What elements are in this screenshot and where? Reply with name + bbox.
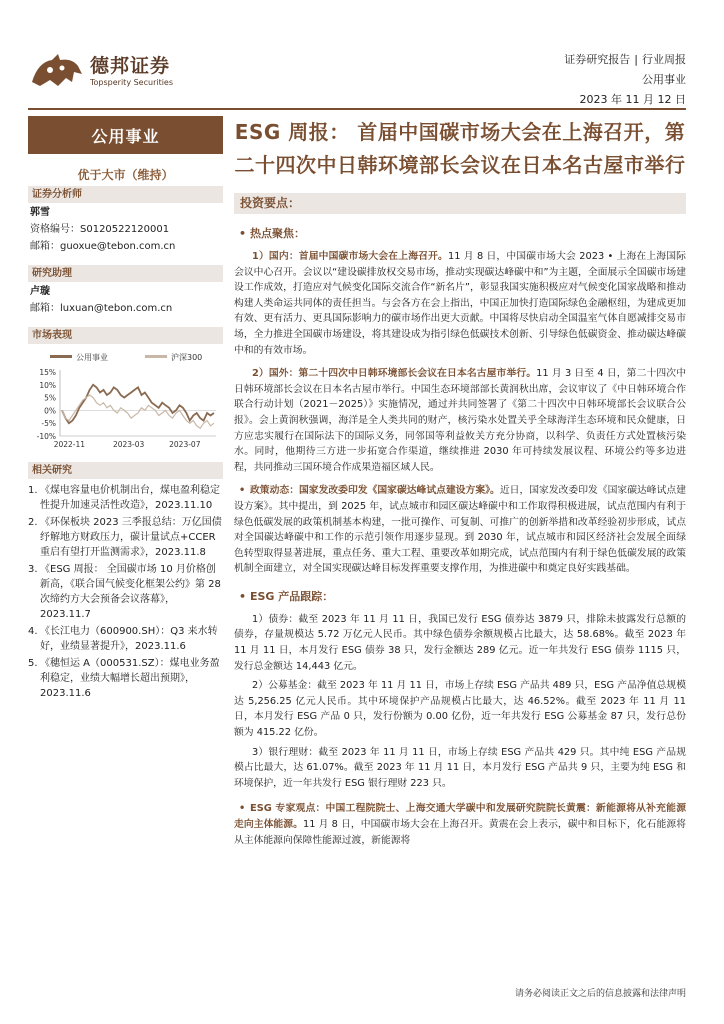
related-heading: 相关研究	[28, 462, 223, 479]
para-domestic	[234, 249, 686, 358]
assistant-name: 卢璇	[30, 286, 50, 297]
legend-label: 公用事业	[76, 353, 108, 362]
main-content	[234, 116, 686, 848]
x-tick-label: 2023-03	[112, 440, 145, 449]
para-domestic-body: 11 月 8 日，中国碳市场大会 2023 • 上海在上海国际会议中心召开。会议以“建设碳排放权交易市场，推动实现碳达峰碳中和”为主题，全面展示全国碳市场建设工作成效，打造应对气候变化国际交流合作“新名片”，彰显我国实施积极应对气候变化国家战略和推动构建人类命运共同体的责任担当。与会各方在会上指出，中国正加快打造国际绿色金融枢纽，为建成更加有效、更有活力、更具国际影响力的碳市场作出更大贡献。中国将尽快启动全国温室气体自愿减排交易市场，全力推进全国碳市场建设，将其建设成为指引绿色低碳技术创新、引导绿色低碳资金、推动碳达峰碳中和的有效市场。	[234, 251, 686, 356]
related-item[interactable]: 4. 《长江电力（600900.SH）：Q3 来水转好，业绩显著提升》，2023.11.6	[28, 626, 218, 652]
market-chart-svg	[28, 344, 223, 454]
para-expert-body: 11 月 8 日，中国碳市场大会在上海召开。黄震在会上表示，碳中和目标下，化石能源将从主体能源向保障性能源过渡，新能源将	[234, 819, 686, 846]
x-tick-label: 2022-11	[53, 440, 86, 449]
para-policy	[234, 483, 686, 577]
para-esg-wealth: 3）银行理财：截至 2023 年 11 月 11 日，市场上存续 ESG 产品共 429 只。其中纯 ESG 产品规模占比最大，达 61.07%。截至 2023 年 11 月 11 日，本月发行 ESG 产品共 9 只，主要为纯 ESG 和环境保护，近一年共发行 ESG 银行理财 223 只。	[234, 746, 686, 789]
rating: 优于大市（维持）	[77, 168, 174, 182]
y-tick-label: 5%	[44, 393, 56, 403]
header-divider	[28, 108, 686, 110]
y-tick-label: -5%	[41, 419, 56, 429]
para-domestic-head: 1）国内：首届中国碳市场大会在上海召开。	[252, 251, 448, 262]
legend-label: 沪深300	[171, 353, 203, 362]
bullet-icon: •	[239, 589, 247, 603]
para-expert	[234, 801, 686, 848]
related-item[interactable]: 1. 《煤电容量电价机制出台，煤电盈利稳定性提升加速灵活性改造》，2023.11.10	[28, 485, 220, 511]
series-line-utilities	[62, 385, 214, 423]
analyst-heading: 证券分析师	[28, 186, 223, 203]
hot-heading: • 热点聚焦：	[234, 226, 686, 241]
y-tick-label: 0%	[44, 406, 56, 416]
related-list	[28, 483, 223, 701]
logo-name-en: Topsperity Securities	[90, 77, 174, 87]
left-sidebar	[28, 116, 223, 703]
para-policy-body: 近日，国家发改委印发《国家碳达峰试点建设方案》。其中提出，到 2025 年，试点城市和园区碳达峰碳中和工作取得积极进展，试点范围内有利于绿色低碳发展的政策机制基本构建，一批可操作、可复制、可推广的创新举措和改革经验初步形成，试点对全国碳达峰碳中和工作的示范引领作用逐步显现。到 2030 年，试点城市和园区经济社会发展全面绿色转型取得显著进展，重点任务、重大工程、重要改革如期完成，试点范围内有利于绿色低碳发展的政策机制全面建立，对全国实现碳达峰目标发挥重要支撑作用，为推进碳中和奠定良好实践基础。	[234, 485, 686, 575]
legend-swatch	[50, 355, 72, 358]
company-logo	[28, 52, 173, 90]
related-item[interactable]: 3. 《ESG 周报： 全国碳市场 10 月价格创新高，《联合国气候变化框架公约》第 28 次缔约方大会预备会议落幕》，2023.11.7	[28, 564, 221, 620]
assistant-email[interactable]: 邮箱：luxuan@tebon.com.cn	[30, 303, 173, 314]
bullet-icon: •	[239, 227, 247, 240]
para-foreign	[234, 366, 686, 475]
para-expert-head: ESG 专家观点：中国工程院院士、上海交通大学碳中和发展研究院院长黄震：新能源将从补充能源走向主体能源。	[234, 803, 686, 830]
para-policy-head: 政策动态：国家发改委印发《国家碳达峰试点建设方案》。	[250, 485, 500, 497]
report-meta	[564, 50, 686, 110]
y-tick-label: -10%	[36, 432, 56, 441]
assistant-heading: 研究助理	[28, 265, 223, 282]
para-esg-funds: 2）公募基金：截至 2023 年 11 月 11 日，市场上存续 ESG 产品共 489 只，ESG 产品净值总规模达 5,256.25 亿元人民币。其中环境保护产品规模占比最大，达 46.52%。截至 2023 年 11 月 11 日，本月发行 ESG 产品 0 只，发行份额为 0.00 亿份，近一年共发行 ESG 公募基金 87 只，发行总份额为 415.22 亿份。	[234, 680, 686, 739]
y-tick-label: 15%	[39, 368, 56, 377]
para-foreign-head: 2）国外：第二十四次中日韩环境部长会议在日本名古屋市举行。	[252, 368, 537, 380]
x-tick-label: 2023-07	[169, 440, 201, 449]
report-category: 行业周报	[642, 53, 686, 66]
report-sector: 公用事业	[642, 73, 686, 86]
para-esg-bonds: 1）债券：截至 2023 年 11 月 11 日，我国已发行 ESG 债券达 3879 只，排除未披露发行总额的债券，存量规模达 5.72 万亿元人民币。其中绿色债券余额规模占比最大，达 58.68%。截至 2023 年 11 月 11 日，本月发行 ESG 债券 38 只，发行金额达 289 亿元。近一年共发行 ESG 债券 1115 只，发行总金额达 14,443 亿元。	[234, 613, 686, 672]
report-date: 2023 年 11 月 12 日	[579, 93, 686, 106]
separator: |	[634, 53, 638, 66]
report-type: 证券研究报告	[564, 53, 631, 66]
analyst-name: 郭雪	[30, 207, 50, 218]
analyst-cert: 资格编号：S0120522120001	[30, 224, 170, 235]
y-tick-label: 10%	[39, 380, 56, 390]
footer-disclaimer: 请务必阅读正文之后的信息披露和法律声明	[514, 989, 686, 999]
legend-swatch	[145, 355, 167, 358]
industry-label: 公用事业	[28, 116, 223, 154]
bullet-icon: •	[239, 803, 246, 815]
esg-heading: • ESG 产品跟踪：	[234, 589, 686, 604]
report-title: ESG 周报： 首届中国碳市场大会在上海召开，第二十四次中日韩环境部长会议在日本名古屋市举行	[234, 120, 686, 177]
invest-heading: 投资要点：	[234, 193, 686, 214]
analyst-email[interactable]: 邮箱：guoxue@tebon.com.cn	[30, 241, 176, 252]
related-item[interactable]: 2. 《环保板块 2023 三季报总结：万亿国债纾解地方财政压力，碳计量试点+CCER 重启有望打开监测需求》，2023.11.8	[28, 517, 222, 558]
logo-name: 德邦证券	[90, 54, 171, 77]
para-foreign-body: 11 月 3 日至 4 日，第二十四次中日韩环境部长会议在日本名古屋市举行。中国生态环境部部长黄润秋出席，会议审议了《中日韩环境合作联合行动计划（2021－2025）》实施情况，通过并共同签署了《第二十四次中日韩环境部长会议联合公报》。会上黄润秋强调，海洋是全人类共同的财产，核污染水处置关乎全球海洋生态环境和民众健康，日方应忠实履行在国际法下的国际义务，同邻国等利益攸关方充分协商，以科学、负责任方式处置核污染水。同时，他期待三方进一步拓宽合作渠道，继续推进 2030 年可持续发展议程、环境公约等多边进程，共同推动三国环境合作成果造福区域人民。	[234, 368, 686, 473]
related-item[interactable]: 5. 《穗恒运 A（000531.SZ）：煤电业务盈利稳定，业绩大幅增长超出预期》，2023.11.6	[28, 658, 220, 699]
logo-bull-icon	[28, 52, 84, 90]
market-heading: 市场表现	[28, 327, 223, 344]
bullet-icon: •	[239, 485, 246, 497]
market-chart	[28, 344, 223, 454]
